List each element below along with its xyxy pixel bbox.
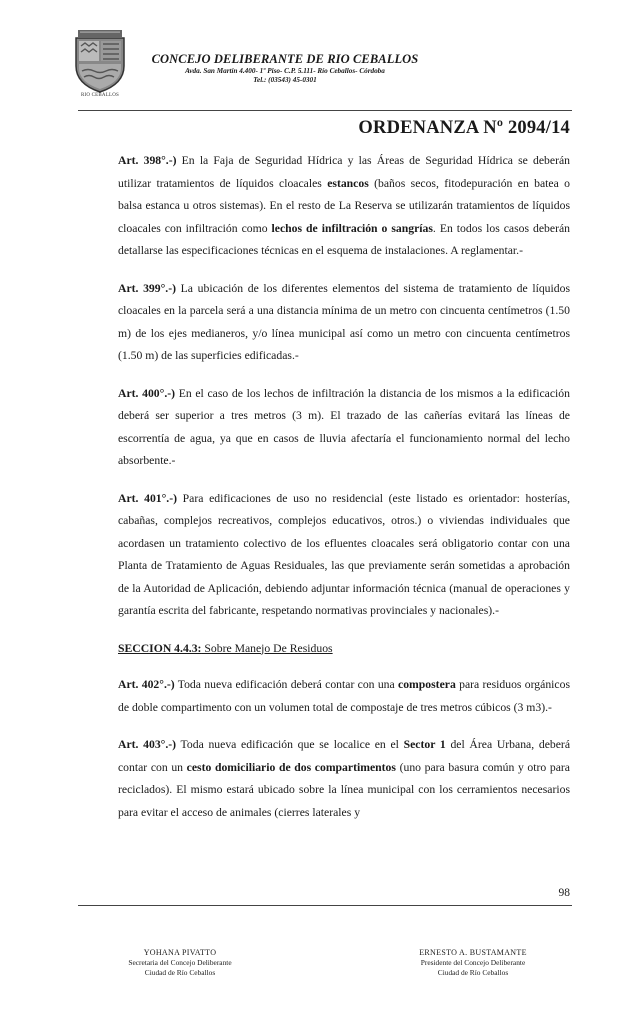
article-text: (uno para basura común y otro para reciclados). El mismo estará ubicado sobre la línea municipal con los cerramientos necesarios para evitar el acceso de animales (cierres laterales y — [118, 760, 570, 819]
article-401 — [118, 488, 570, 623]
article-label: Art. 402°.-) — [118, 678, 175, 691]
article-label: Art. 400°.-) — [118, 386, 176, 400]
article-402 — [118, 674, 570, 719]
article-emphasis: Sector 1 — [403, 738, 446, 751]
article-398 — [118, 150, 570, 263]
article-text: Toda nueva edificación deberá contar con una — [174, 678, 399, 691]
header-divider — [78, 110, 572, 111]
document-body — [118, 150, 570, 839]
section-label: SECCION 4.4.3: — [118, 641, 202, 655]
signer-role: Presidente del Concejo Deliberante — [420, 958, 526, 967]
article-text: Toda nueva edificación que se localice en el — [176, 738, 404, 751]
article-text: del Área Urbana, deberá contar con un — [118, 738, 571, 774]
signer-name: YOHANA PIVATTO — [143, 948, 217, 957]
org-address: Avda. San Martín 4.400- 1º Piso- C.P. 5.111- Río Ceballos- Córdoba — [185, 67, 385, 75]
article-text: para residuos orgánicos de doble compartimento con un volumen total de compostaje de tres metros cúbicos (3 m3).- — [118, 678, 571, 714]
section-heading — [118, 638, 570, 661]
article-emphasis: estancos — [327, 176, 369, 190]
footer-divider — [78, 905, 572, 906]
article-label: Art. 399°.-) — [118, 281, 177, 295]
signature-block-secretary — [115, 948, 245, 978]
article-403 — [118, 734, 570, 824]
article-399 — [118, 278, 570, 368]
crest-caption: RIO CEBALLOS — [80, 93, 120, 98]
article-emphasis: cesto domiciliario de dos compartimentos — [186, 760, 396, 774]
signer-place: Ciudad de Río Ceballos — [437, 968, 509, 977]
org-phone: Tel.: (03543) 45-0301 — [253, 76, 317, 84]
article-400 — [118, 383, 570, 473]
article-label: Art. 401°.-) — [118, 491, 178, 505]
article-text: Para edificaciones de uso no residencial (este listado es orientador: hosterías, cabañas, complejos recreativos, complejos educativos, otros.) o viviendas individuales que acordasen un tratamiento colectivo de los efluentes cloacales será obligatorio contar con una Planta de Tratamiento de Aguas Residuales, las que previamente serán sometidas a aprobación de la Autoridad de Aplicación, debiendo adjuntar información técnica (manual de operaciones y garantía escrita del fabricante, respetando normativas provinciales y nacionales).- — [118, 491, 570, 617]
coat-of-arms-icon — [70, 30, 130, 94]
ordinance-title: ORDENANZA Nº 2094/14 — [358, 118, 570, 138]
article-text: En la Faja de Seguridad Hídrica y las Áreas de Seguridad Hídrica se deberán utilizar tratamientos de líquidos cloacales — [118, 154, 570, 190]
signature-block-president — [398, 948, 548, 978]
section-title: Sobre Manejo De Residuos — [201, 641, 333, 655]
article-label: Art. 403°.-) — [118, 738, 177, 751]
article-text: . En todos los casos deberán detallarse las especificaciones técnicas en el esquema de instalaciones. A reglamentar.- — [118, 221, 571, 257]
article-label: Art. 398°.-) — [118, 154, 177, 167]
signer-role: Secretaria del Concejo Deliberante — [128, 958, 232, 967]
article-emphasis: lechos de infiltración o sangrías — [271, 221, 433, 235]
letterhead — [150, 52, 420, 85]
article-text: La ubicación de los diferentes elementos del sistema de tratamiento de líquidos cloacales en la parcela será a una distancia mínima de un metro con cincuenta centímetros (1.50 m) de los ejes medianeros, y/o línea municipal así como un metro con cincuenta centímetros (1.50 m) de las superficies edificadas.- — [118, 281, 570, 362]
article-text: En el caso de los lechos de infiltración la distancia de los mismos a la edificación deberá ser superior a tres metros (3 m). El trazado de las cañerías evitará las líneas de escorrentía de agua, ya que en casos de lluvia afectaría el funcionamiento normal del lecho absorbente.- — [118, 386, 570, 467]
signer-place: Ciudad de Río Ceballos — [144, 968, 216, 977]
signer-name: ERNESTO A. BUSTAMANTE — [419, 948, 527, 957]
article-emphasis: compostera — [398, 678, 456, 691]
article-text: (baños secos, fitodepuración en batea o balsa estanca u otros sistemas). En el resto de La Reserva se utilizarán tratamientos de líquidos cloacales con infiltración como — [118, 176, 571, 235]
page-number: 98 — [558, 887, 570, 899]
org-title: CONCEJO DELIBERANTE DE RIO CEBALLOS — [151, 52, 419, 66]
